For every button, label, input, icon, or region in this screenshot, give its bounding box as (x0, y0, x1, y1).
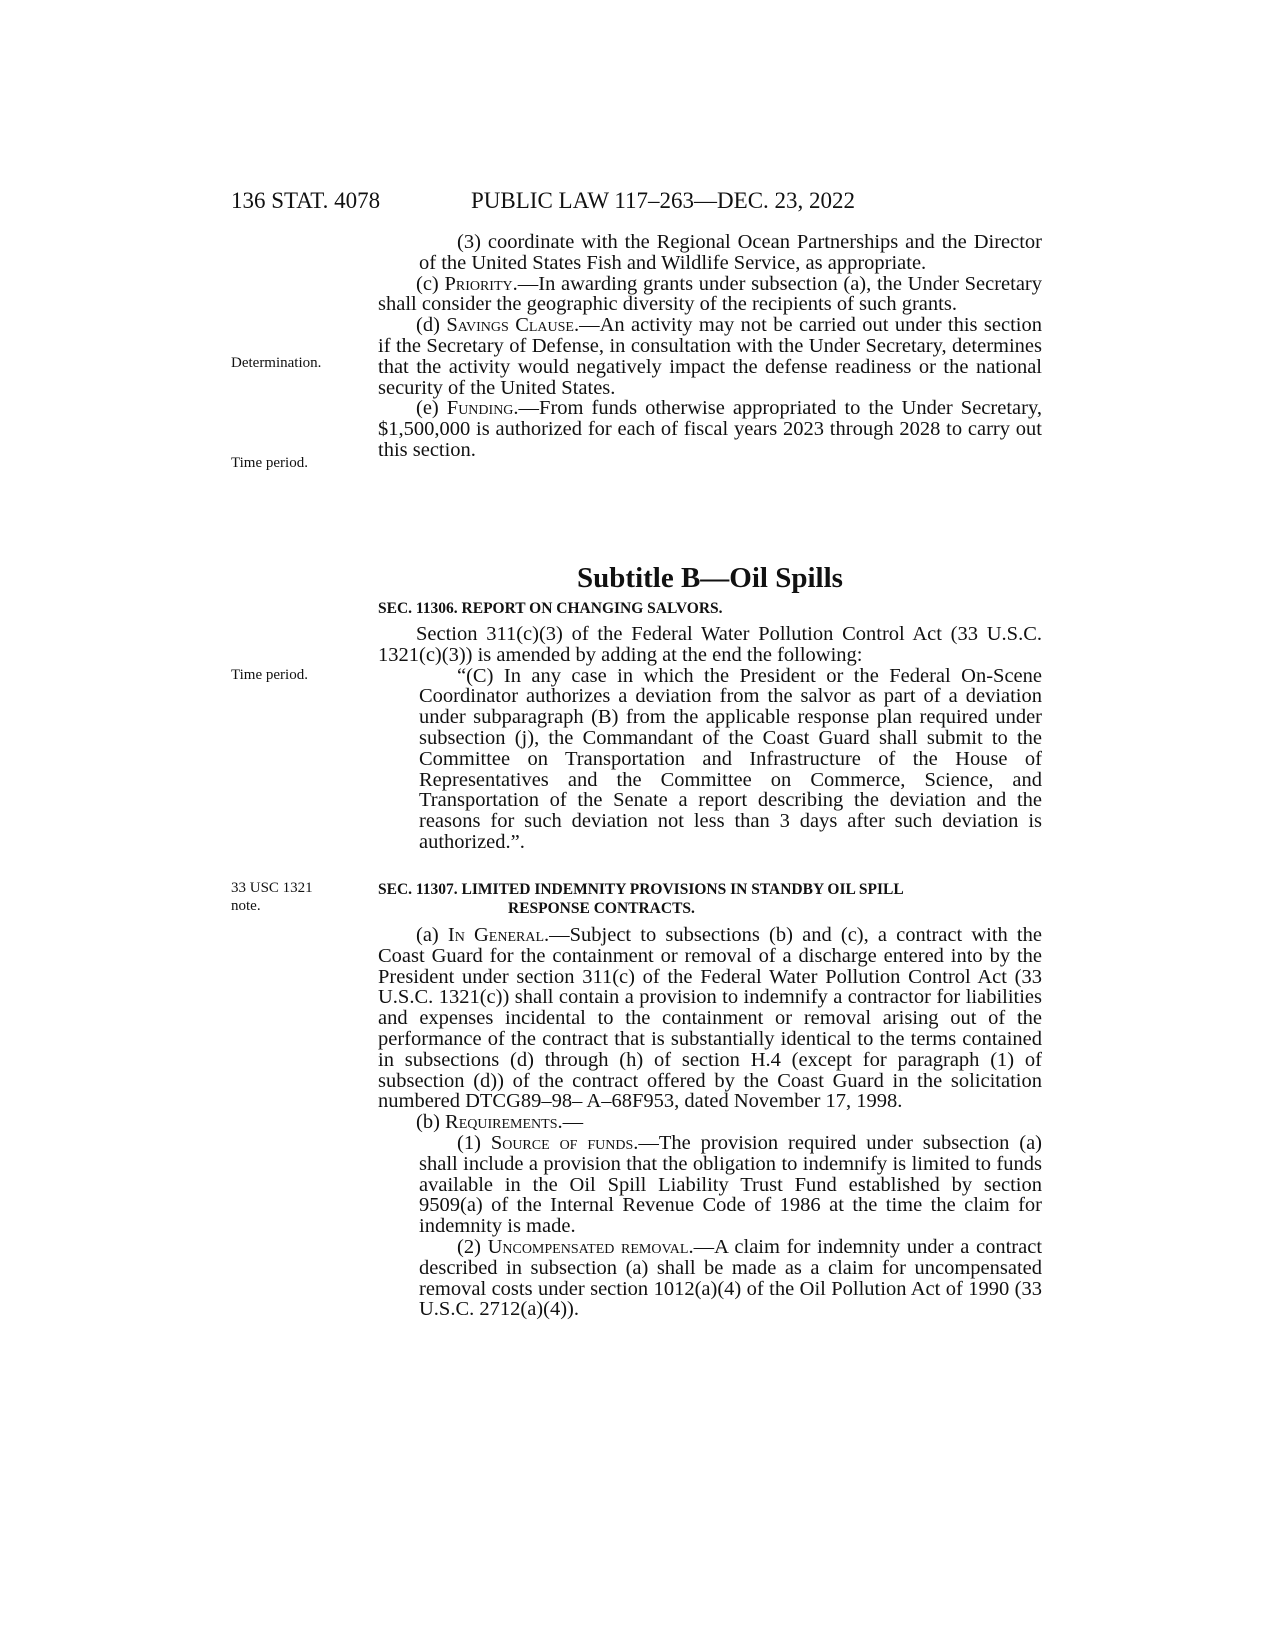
subtitle-heading: Subtitle B—Oil Spills (577, 562, 843, 594)
subsection-text: .—Subject to subsections (b) and (c), a contract with the Coast Guard for the containment or removal of a discharge entered into by the President under section 311(c) of the Federal Water Pollution Control Act (33 U.S.C. 1321(c)) shall contain a provision to indemnify a contractor for liabilities and expenses incidental to the containment or removal arising out of the performance of the contract that is substantially identical to the terms contained in subsections (d) through (h) of section H.4 (except for paragraph (1) of subsection (d)) of the contract offered by the Coast Guard in the solicitation numbered DTCG89–98– A–68F953, dated November 17, 1998. (378, 924, 1042, 1113)
paragraph-label: (2) (457, 1235, 488, 1258)
subsection-heading: Requirements (445, 1111, 558, 1134)
subsection-heading: Savings Clause (446, 314, 574, 337)
subsection-text: .— (557, 1111, 584, 1134)
subsection-text: .—From funds otherwise appropriated to the Under Secretary, $1,500,000 is authorized for each of fiscal years 2023 through 2028 to carry out this section. (378, 397, 1042, 461)
usc-citation-note: note. (231, 898, 261, 914)
subsection-label: (a) (416, 924, 448, 946)
paragraph-label: (1) (457, 1131, 491, 1154)
margin-note-time-period: Time period. (231, 667, 308, 683)
section-11306-heading: SEC. 11306. REPORT ON CHANGING SALVORS. (378, 600, 723, 617)
paragraph-text: .—The provision required under subsection (a) shall include a provision that the obligation to indemnify is limited to funds available in the Oil Spill Liability Trust Fund established by section 9509(a) of the Internal Revenue Code of 1986 at the time the claim for indemnity is made. (419, 1131, 1043, 1238)
subsection-heading: Funding (446, 397, 514, 420)
section-11307-heading (378, 880, 1042, 918)
subsection-e (378, 398, 1042, 460)
statute-page-number: 136 STAT. 4078 (231, 188, 381, 213)
section-11306-body (378, 624, 1042, 853)
paragraph-heading: Uncompensated removal (487, 1235, 689, 1258)
running-header (231, 186, 1051, 216)
subsection-c (378, 274, 1042, 316)
margin-note-time-period: Time period. (231, 455, 308, 471)
section-11307-heading-line: RESPONSE CONTRACTS. (508, 900, 695, 917)
public-law-citation: PUBLIC LAW 117–263—DEC. 23, 2022 (471, 188, 856, 213)
subsection-heading: Priority (444, 272, 513, 295)
subsection-heading: In General (447, 924, 545, 946)
subsection-a (378, 925, 1042, 1112)
paragraph-heading: Source of funds (490, 1131, 634, 1154)
subsection-label: (b) (416, 1111, 446, 1134)
subsection-b (378, 1112, 1042, 1133)
margin-note-usc-citation (231, 879, 361, 915)
paragraph-b1 (419, 1133, 1042, 1237)
usc-citation-line: 33 USC 1321 (231, 880, 313, 896)
section-11306-quoted-text: “(C) In any case in which the President or the Federal On-Scene Coordinator authorizes a deviation from the salvor as part of a deviation under subparagraph (B) from the applicable response plan required under subsection (j), the Commandant of the Coast Guard shall submit to the Committee on Transportation and Infrastructure of the House of Representatives and the Committee on Commerce, Science, and Transportation of the Senate a report describing the deviation and the reasons for such deviation not less than 3 days after such deviation is authorized.”. (419, 664, 1042, 853)
subsection-text: .—In awarding grants under subsection (a), the Under Secretary shall consider the geographic diversity of the recipients of such grants. (378, 272, 1042, 316)
section-11306-intro: Section 311(c)(3) of the Federal Water Pollution Control Act (33 U.S.C. 1321(c)(3)) is amended by adding at the end the following: (378, 623, 1042, 666)
paragraph-text: .—A claim for indemnity under a contract described in subsection (a) shall be made as a claim for uncompensated removal costs under section 1012(a)(4) of the Oil Pollution Act of 1990 (33 U.S.C. 2712(a)(4)). (419, 1235, 1043, 1321)
section-continuation (378, 232, 1042, 461)
section-11307-body (378, 925, 1042, 1320)
subsection-label: (e) (416, 397, 447, 420)
subsection-text: .—An activity may not be carried out under this section if the Secretary of Defense, in consultation with the Under Secretary, determines that the activity would negatively impact the defense readiness or the national security of the United States. (378, 314, 1043, 399)
paragraph-b2 (419, 1237, 1042, 1320)
subsection-d (378, 315, 1042, 398)
subsection-label: (d) (416, 314, 447, 337)
margin-note-determination: Determination. (231, 355, 322, 371)
section-11307-heading-line: SEC. 11307. LIMITED INDEMNITY PROVISIONS IN STANDBY OIL SPILL (378, 881, 904, 898)
paragraph-3: (3) coordinate with the Regional Ocean Partnerships and the Director of the United States Fish and Wildlife Service, as appropriate. (419, 231, 1042, 274)
subsection-label: (c) (416, 272, 445, 295)
